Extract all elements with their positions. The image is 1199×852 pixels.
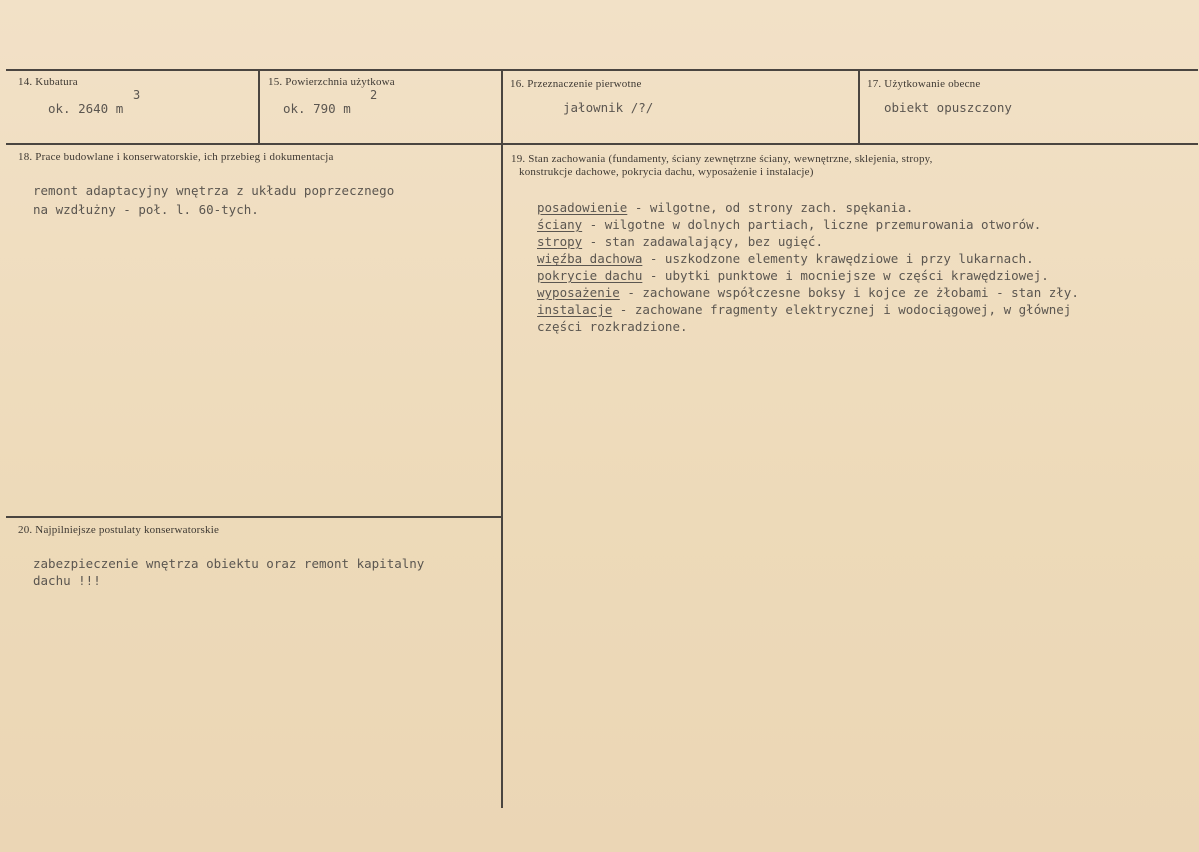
field-19-label-line-1: 19. Stan zachowania (fundamenty, ściany zewnętrzne ściany, wewnętrzne, sklejenia, stropy, bbox=[511, 153, 933, 165]
col-divider-1 bbox=[258, 70, 260, 143]
state-item-equipment: wyposażenie - zachowane współczesne boksy i kojce ze żłobami - stan zły. bbox=[537, 285, 1079, 300]
field-17-value: obiekt opuszczony bbox=[884, 100, 1012, 115]
field-16-value: jałownik /?/ bbox=[563, 100, 654, 115]
field-18-line-2: na wzdłużny - poł. l. 60-tych. bbox=[33, 202, 259, 217]
field-14-label: 14. Kubatura bbox=[18, 76, 78, 88]
state-item-roof-truss: więźba dachowa - uszkodzone elementy krawędziowe i przy lukarnach. bbox=[537, 251, 1034, 266]
col-divider-3 bbox=[858, 70, 860, 143]
field-17-label: 17. Użytkowanie obecne bbox=[867, 78, 981, 90]
state-item-foundation: posadowienie - wilgotne, od strony zach. spękania. bbox=[537, 200, 914, 215]
state-item-installations-cont: części rozkradzione. bbox=[537, 319, 688, 334]
field-15-label: 15. Powierzchnia użytkowa bbox=[268, 76, 395, 88]
field-18-line-1: remont adaptacyjny wnętrza z układu poprzecznego bbox=[33, 183, 395, 198]
state-item-ceilings: stropy - stan zadawalający, bez ugięć. bbox=[537, 234, 823, 249]
field-18-label: 18. Prace budowlane i konserwatorskie, ich przebieg i dokumentacja bbox=[18, 151, 334, 163]
row-divider bbox=[6, 143, 1198, 145]
field-14-value: ok. 2640 m bbox=[48, 101, 124, 116]
state-item-walls: ściany - wilgotne w dolnych partiach, liczne przemurowania otworów. bbox=[537, 217, 1042, 232]
field-15-unit-exponent: 2 bbox=[370, 88, 378, 102]
mid-divider bbox=[6, 516, 502, 518]
field-20-line-1: zabezpieczenie wnętrza obiektu oraz remont kapitalny bbox=[33, 556, 425, 571]
state-item-installations: instalacje - zachowane fragmenty elektrycznej i wodociągowej, w głównej bbox=[537, 302, 1072, 317]
field-14-unit-exponent: 3 bbox=[133, 88, 141, 102]
field-20-label: 20. Najpilniejsze postulaty konserwatorskie bbox=[18, 524, 220, 536]
state-item-roof-covering: pokrycie dachu - ubytki punktowe i mocniejsze w części krawędziowej. bbox=[537, 268, 1049, 283]
field-19-state-list bbox=[537, 199, 1079, 335]
col-divider-2 bbox=[501, 70, 503, 808]
field-15-value: ok. 790 m bbox=[283, 101, 351, 116]
field-20-line-2: dachu !!! bbox=[33, 573, 101, 588]
field-19-label-line-2: konstrukcje dachowe, pokrycia dachu, wyposażenie i instalacje) bbox=[519, 166, 814, 178]
top-rule bbox=[6, 69, 1198, 71]
field-16-label: 16. Przeznaczenie pierwotne bbox=[510, 78, 642, 90]
